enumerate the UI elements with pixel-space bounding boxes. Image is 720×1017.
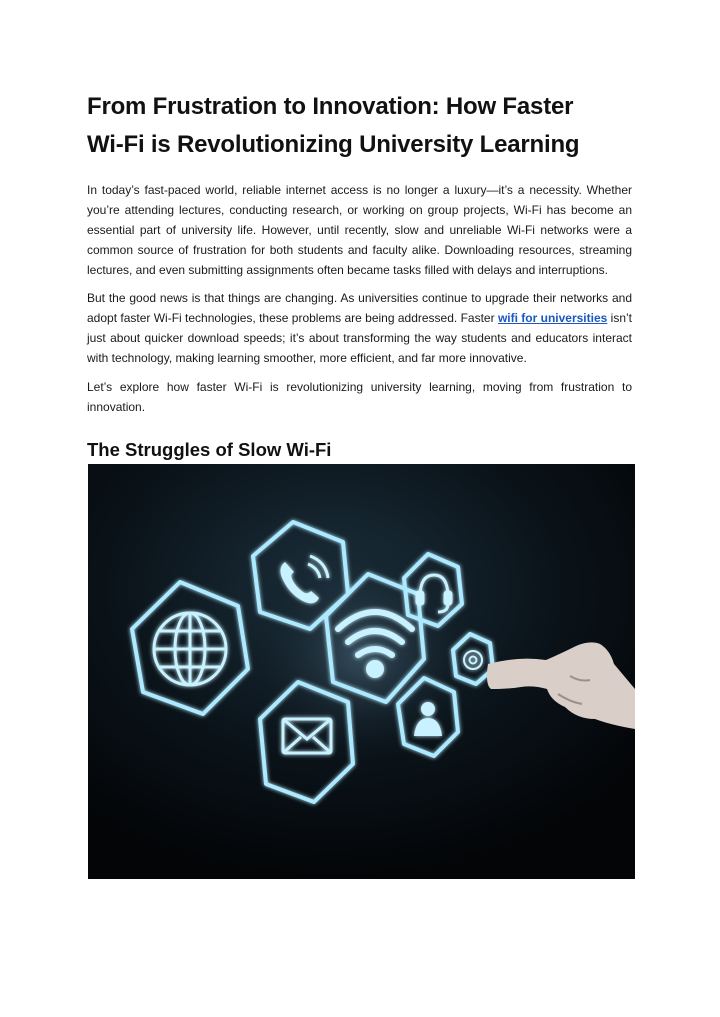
- title-line-2: Wi-Fi is Revolutionizing University Learning: [87, 131, 580, 158]
- globe-icon: [154, 613, 226, 685]
- article-title: [87, 88, 632, 164]
- wifi-for-universities-link[interactable]: wifi for universities: [497, 311, 608, 325]
- network-icons-illustration: [88, 464, 635, 879]
- article-body: [87, 88, 632, 461]
- explore-paragraph: Let’s explore how faster Wi-Fi is revolutionizing university learning, moving from frustration to innovation.: [87, 380, 632, 414]
- hero-image: [88, 464, 635, 879]
- changes-text-before: But the good news is that things are changing. As universities continue to upgrade their networks and adopt faster Wi-Fi technologies, these problems are being addressed. Faster: [87, 291, 632, 325]
- section-heading: The Struggles of Slow Wi-Fi: [87, 439, 332, 460]
- intro-paragraph: In today’s fast-paced world, reliable internet access is no longer a luxury—it’s a necessity. Whether you’re attending lectures, conducting research, or working on group projects, Wi-Fi has become an essential part of university life. However, until recently, slow and unreliable Wi-Fi networks were a common source of frustration for both students and faculty alike. Downloading resources, streaming lectures, and even submitting assignments often became tasks filled with delays and interruptions.: [87, 183, 632, 277]
- changes-paragraph: [87, 288, 632, 368]
- title-line-1: From Frustration to Innovation: How Faster: [87, 93, 574, 120]
- changes-text-after: isn’t just about quicker download speeds; it’s about transforming the way students and educators interact with technology, making learning smoother, more efficient, and far more innovative.: [87, 311, 632, 365]
